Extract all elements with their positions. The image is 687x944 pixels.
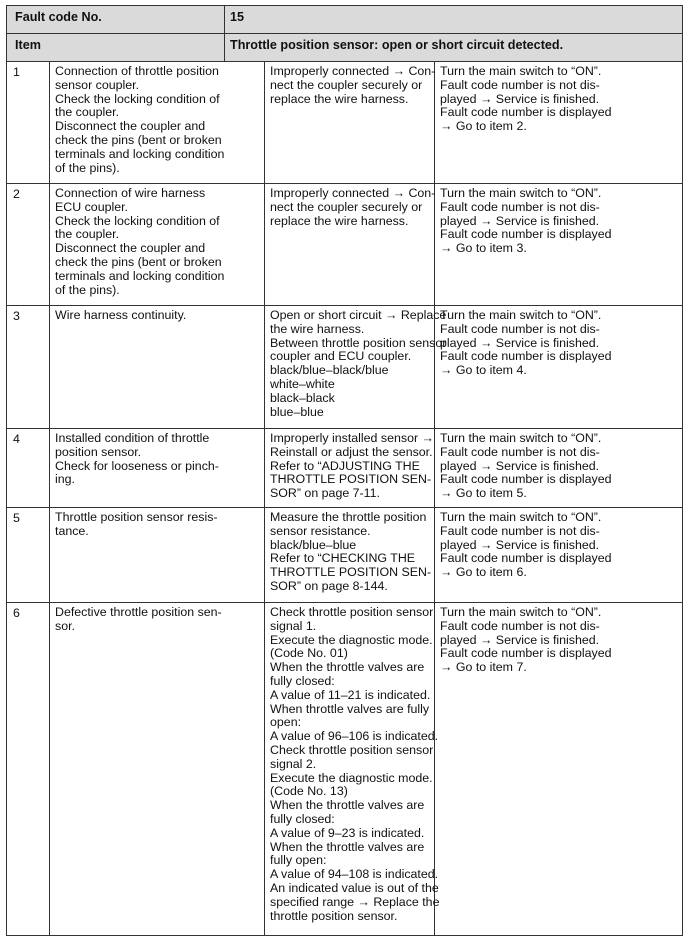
item-description: Throttle position sensor: open or short circuit detected. <box>225 34 683 62</box>
text-line: specified range → Replace the <box>270 894 440 909</box>
confirmation-cell <box>435 508 683 603</box>
text-line: Improperly connected → Con- <box>270 186 436 200</box>
text-line: check the pins (bent or broken <box>55 132 222 147</box>
text-line: of the pins). <box>55 160 120 175</box>
text-line: Fault code number is not dis- <box>440 77 600 92</box>
fault-code-table <box>6 5 683 936</box>
item-cell <box>50 62 265 184</box>
text-line: played → Service is finished. <box>440 458 600 473</box>
item-number: 2 <box>7 184 50 306</box>
text-line: terminals and locking condition <box>55 268 225 283</box>
action-cell <box>265 306 447 429</box>
text-line: Turn the main switch to “ON”. <box>440 510 602 524</box>
text-line: Turn the main switch to “ON”. <box>440 605 602 619</box>
text-line: fully closed: <box>270 811 335 826</box>
text-line: open: <box>270 715 302 730</box>
text-line: Defective throttle position sen- <box>55 605 222 619</box>
text-line: Fault code number is displayed <box>440 227 612 242</box>
text-line: When throttle valves are fully <box>270 701 430 716</box>
text-line: THROTTLE POSITION SEN- <box>270 472 432 487</box>
text-line: replace the wire harness. <box>270 91 409 106</box>
table-row <box>7 508 683 603</box>
text-line: blue–blue <box>270 404 324 419</box>
text-line: Fault code number is displayed <box>440 551 612 566</box>
confirmation-cell <box>435 429 683 508</box>
table-row <box>7 62 683 184</box>
text-line: When the throttle valves are <box>270 660 425 675</box>
text-line: black/blue–blue <box>270 537 357 552</box>
text-line: → Go to item 3. <box>440 241 527 256</box>
text-line: Installed condition of throttle <box>55 431 210 445</box>
fault-code-value: 15 <box>225 6 683 34</box>
text-line: → Go to item 7. <box>440 660 527 675</box>
text-line: sor. <box>55 618 75 633</box>
text-line: Reinstall or adjust the sensor. <box>270 444 433 459</box>
text-line: sensor resistance. <box>270 523 371 538</box>
fault-code-label: Fault code No. <box>7 6 225 34</box>
text-line: Refer to “ADJUSTING THE <box>270 458 420 473</box>
confirmation-cell <box>435 603 683 936</box>
text-line: black–black <box>270 390 335 405</box>
confirmation-cell <box>435 184 683 306</box>
text-line: A value of 11–21 is indicated. <box>270 687 431 702</box>
text-line: A value of 94–108 is indicated. <box>270 867 439 882</box>
table-row <box>7 603 683 936</box>
text-line: Disconnect the coupler and <box>55 119 206 134</box>
text-line: Turn the main switch to “ON”. <box>440 308 602 322</box>
text-line: Check for looseness or pinch- <box>55 458 219 473</box>
text-line: ECU coupler. <box>55 199 129 214</box>
text-line: played → Service is finished. <box>440 213 600 228</box>
text-line: → Go to item 6. <box>440 565 527 580</box>
text-line: → Go to item 4. <box>440 363 527 378</box>
text-line: Execute the diagnostic mode. <box>270 632 433 647</box>
item-number: 6 <box>7 603 50 936</box>
table-row <box>7 184 683 306</box>
confirmation-cell <box>435 62 683 184</box>
action-cell <box>265 603 440 936</box>
text-line: tance. <box>55 523 89 538</box>
text-line: throttle position sensor. <box>270 908 398 923</box>
table-row <box>7 306 683 429</box>
item-number: 3 <box>7 306 50 429</box>
text-line: white–white <box>270 376 335 391</box>
action-cell <box>265 184 435 306</box>
text-line: played → Service is finished. <box>440 537 600 552</box>
text-line: black/blue–black/blue <box>270 363 389 378</box>
text-line: Fault code number is displayed <box>440 646 612 661</box>
text-line: Fault code number is displayed <box>440 472 612 487</box>
action-cell <box>265 62 435 184</box>
text-line: When the throttle valves are <box>270 798 425 813</box>
text-line: Check throttle position sensor <box>270 605 434 619</box>
text-line: Fault code number is not dis- <box>440 321 600 336</box>
text-line: Fault code number is not dis- <box>440 199 600 214</box>
item-label: Item <box>7 34 225 62</box>
item-cell <box>50 184 265 306</box>
item-cell <box>50 508 265 603</box>
text-line: Check the locking condition of <box>55 91 220 106</box>
text-line: Fault code number is not dis- <box>440 523 600 538</box>
text-line: Fault code number is not dis- <box>440 444 600 459</box>
text-line: Improperly installed sensor → <box>270 431 434 445</box>
text-line: A value of 96–106 is indicated. <box>270 729 439 744</box>
text-line: signal 1. <box>270 618 317 633</box>
text-line: nect the coupler securely or <box>270 199 423 214</box>
action-cell <box>265 429 435 508</box>
text-line: fully closed: <box>270 673 335 688</box>
item-cell <box>50 306 265 429</box>
text-line: Fault code number is displayed <box>440 105 612 120</box>
text-line: (Code No. 01) <box>270 646 348 661</box>
text-line: SOR” on page 8-144. <box>270 578 388 593</box>
text-line: the coupler. <box>55 105 120 120</box>
text-line: Turn the main switch to “ON”. <box>440 186 602 200</box>
text-line: Turn the main switch to “ON”. <box>440 64 602 78</box>
text-line: check the pins (bent or broken <box>55 254 222 269</box>
text-line: Execute the diagnostic mode. <box>270 770 433 785</box>
text-line: When the throttle valves are <box>270 839 425 854</box>
text-line: Connection of wire harness <box>55 186 206 200</box>
fault-code-row <box>7 6 683 34</box>
text-line: played → Service is finished. <box>440 91 600 106</box>
text-line: Between throttle position sensor <box>270 335 447 350</box>
text-line: nect the coupler securely or <box>270 77 423 92</box>
text-line: Check throttle position sensor <box>270 742 434 757</box>
text-line: Throttle position sensor resis- <box>55 510 218 524</box>
item-cell <box>50 429 265 508</box>
text-line: Turn the main switch to “ON”. <box>440 431 602 445</box>
text-line: Fault code number is not dis- <box>440 618 600 633</box>
text-line: signal 2. <box>270 756 317 771</box>
text-line: → Go to item 5. <box>440 486 527 501</box>
text-line: Fault code number is displayed <box>440 349 612 364</box>
table-row <box>7 429 683 508</box>
text-line: Measure the throttle position <box>270 510 427 524</box>
text-line: Refer to “CHECKING THE <box>270 551 416 566</box>
text-line: position sensor. <box>55 444 142 459</box>
text-line: replace the wire harness. <box>270 213 409 228</box>
text-line: the wire harness. <box>270 321 365 336</box>
text-line: played → Service is finished. <box>440 335 600 350</box>
confirmation-cell <box>435 306 683 429</box>
text-line: THROTTLE POSITION SEN- <box>270 565 432 580</box>
item-cell <box>50 603 265 936</box>
text-line: Check the locking condition of <box>55 213 220 228</box>
text-line: (Code No. 13) <box>270 784 348 799</box>
item-number: 1 <box>7 62 50 184</box>
text-line: Open or short circuit → Replace <box>270 308 447 322</box>
text-line: An indicated value is out of the <box>270 880 439 895</box>
text-line: the coupler. <box>55 227 120 242</box>
text-line: coupler and ECU coupler. <box>270 349 412 364</box>
text-line: Wire harness continuity. <box>55 308 187 322</box>
text-line: played → Service is finished. <box>440 632 600 647</box>
item-number: 4 <box>7 429 50 508</box>
action-cell <box>265 508 435 603</box>
text-line: of the pins). <box>55 282 120 297</box>
item-header-row <box>7 34 683 62</box>
text-line: ing. <box>55 472 75 487</box>
text-line: A value of 9–23 is indicated. <box>270 825 425 840</box>
text-line: sensor coupler. <box>55 77 140 92</box>
text-line: fully open: <box>270 853 327 868</box>
text-line: Improperly connected → Con- <box>270 64 436 78</box>
item-number: 5 <box>7 508 50 603</box>
text-line: → Go to item 2. <box>440 119 527 134</box>
text-line: terminals and locking condition <box>55 146 225 161</box>
text-line: Connection of throttle position <box>55 64 219 78</box>
text-line: Disconnect the coupler and <box>55 241 206 256</box>
text-line: SOR” on page 7-11. <box>270 486 380 501</box>
